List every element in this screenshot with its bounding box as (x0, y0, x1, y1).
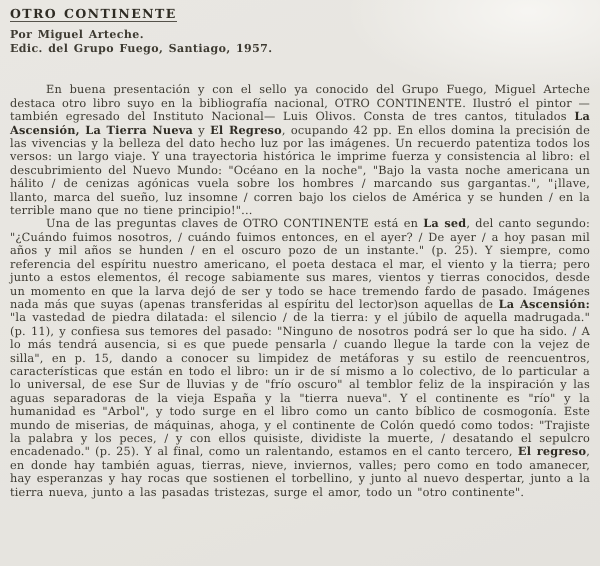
document-byline: Por Miguel Arteche. (10, 28, 144, 42)
document-title: OTRO CONTINENTE (10, 6, 177, 21)
paragraph-2: Una de las preguntas claves de OTRO CONTINENTE está en La sed, del canto segundo: "¿Cuándo fuimos nosotros, / cuándo fuimos entonces, en el ayer? / De ayer / a hoy pasan mil años y mil años se hunden / en el oscuro pozo de un instante." (p. 25). Y siempre, como referencia del espíritu nuestro americano, el poeta destaca el mar, el viento y la tierra; pero junto a estos elementos, él recoge sabiamente sus mares, vientos y tierras conocidos, desde un momento en que la larva dejó de ser y todo se hace tremendo fardo de pasado. Imágenes nada más que suyas (apenas transferidas al espíritu del lector)son aquellas de La Ascensión: "la vastedad de piedra dilatada: el silencio / de la tierra: y el júbilo de aquella madrugada." (p. 11), y confiesa sus temores del pasado: "Ninguno de nosotros podrá ser lo que ha sido. / A lo más tendrá ausencia, si es que puede pensarla / cuando llegue la tarde con la vejez de silla", en p. 15, dando a conocer su limpidez de metáforas y su estilo de reencuentros, características que están en todo el libro: un ir de sí mismo a lo colectivo, de lo particular a lo universal, de ese Sur de lluvias y de "frío oscuro" al temblor feliz de la inspiración y las aguas separadoras de la vieja España y la "tierra nueva". Y el continente es "río" y la humanidad es "Arbol", y todo surge en el libro como un canto bíblico de cosmogonía. Este mundo de miserias, de máquinas, ahoga, y el continente de Colón quedó como todos: "Trajiste la palabra y los peces, / y con ellos quisiste, dividiste la muerte, / desatando el sepulcro encadenado." (p. 25). Y al final, como un ralentando, estamos en el canto tercero, El regreso, en donde hay también aguas, tierras, nieve, inviernos, valles; pero como en todo amanecer, hay esperanzas y hay rocas que sostienen el torbellino, y junto al nuevo despertar, junto a la tierra nueva, junto a las pasadas tristezas, surge el amor, todo un "otro continente". (10, 216, 591, 499)
paragraph-1: En buena presentación y con el sello ya conocido del Grupo Fuego, Miguel Arteche destaca otro libro suyo en la bibliografía nacional, OTRO CONTINENTE. Ilustró el pintor —también egresado del Instituto Nacional— Luis Olivos. Consta de tres cantos, titulados La Ascensión, La Tierra Nueva y El Regreso, ocupando 42 pp. En ellos domina la precisión de las vivencias y la belleza del dato hecho luz por las imágenes. Un recuerdo patentiza todos los versos: un largo viaje. Y una trayectoria histórica le imprime fuerza y consistencia al libro: el descubrimiento del Nuevo Mundo: "Océano en la noche", "Bajo la vasta noche americana un hálito / de cenizas agónicas vuela sobre los hombres / marcando sus gargantas.", "¡llave, llanto, marca del sueño, luz insomne / corren bajo los cielos de América y se hunden / en la terrible mano que no tiene principio!"... (10, 83, 590, 218)
document-header (10, 7, 590, 56)
document-body (10, 83, 590, 499)
document-edition: Edic. del Grupo Fuego, Santiago, 1957. (10, 42, 273, 56)
